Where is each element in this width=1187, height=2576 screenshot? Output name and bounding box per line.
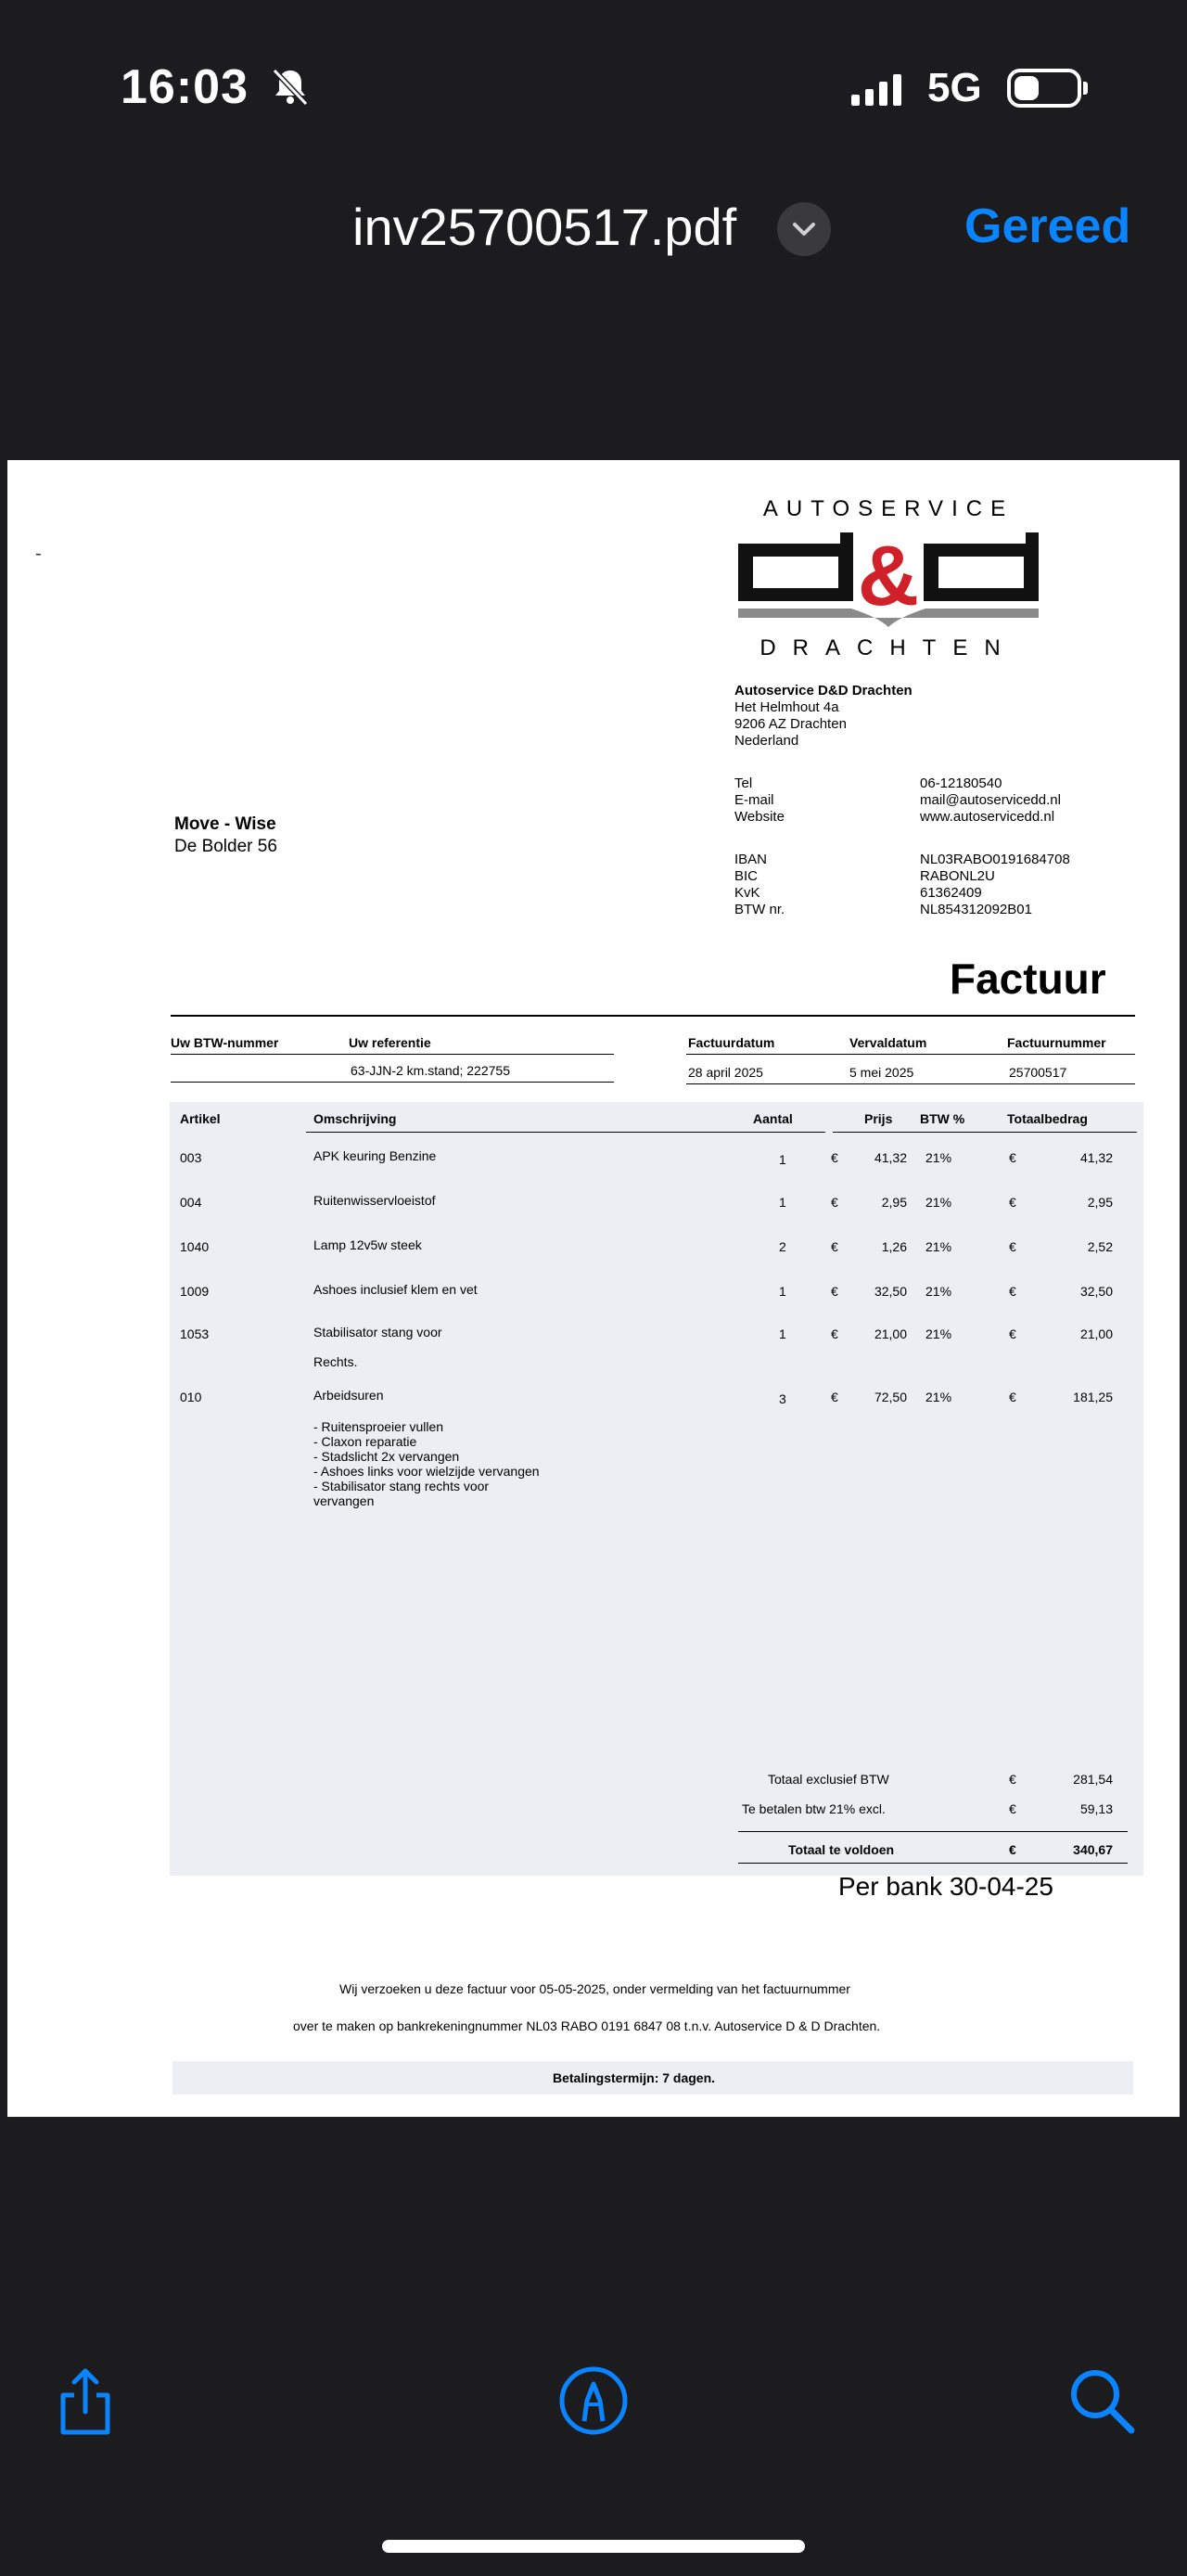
line-total: 2,95 <box>1087 1195 1113 1210</box>
line-price: 1,26 <box>881 1239 907 1254</box>
line-quantity: 1 <box>779 1284 786 1299</box>
labour-note: vervangen <box>313 1493 375 1508</box>
company-postal: 9206 AZ Drachten <box>734 716 847 732</box>
vat-total-label: Te betalen btw 21% excl. <box>742 1801 886 1816</box>
subtotal-label: Totaal exclusief BTW <box>768 1772 889 1787</box>
company-address: Het Helmhout 4a <box>734 699 839 715</box>
bank-label: BTW nr. <box>734 902 785 917</box>
line-description-continued: Rechts. <box>313 1354 358 1369</box>
bank-label: IBAN <box>734 852 768 867</box>
contact-label: Tel <box>734 775 753 791</box>
line-description: Ruitenwisservloeistof <box>313 1193 436 1208</box>
line-vat: 21% <box>925 1239 952 1254</box>
meta-header-invoice-date: Factuurdatum <box>688 1035 775 1050</box>
markup-button[interactable] <box>556 2364 631 2438</box>
company-logo <box>731 479 1046 664</box>
line-article: 1040 <box>180 1239 210 1254</box>
company-country: Nederland <box>734 733 799 749</box>
search-icon <box>1065 2364 1139 2438</box>
meta-header-due-date: Vervaldatum <box>849 1035 927 1050</box>
line-article: 010 <box>180 1390 202 1404</box>
labour-note: - Ashoes links voor wielzijde vervangen <box>313 1464 540 1479</box>
payment-terms: Betalingstermijn: 7 dagen. <box>553 2070 716 2085</box>
line-total: 21,00 <box>1079 1326 1113 1341</box>
bank-label: BIC <box>734 868 759 884</box>
line-description: Stabilisator stang voor <box>313 1325 442 1339</box>
pdf-page[interactable] <box>7 460 1180 2117</box>
line-description: Arbeidsuren <box>313 1388 384 1403</box>
meta-header-invoice-number: Factuurnummer <box>1007 1035 1106 1050</box>
labour-note: - Stadslicht 2x vervangen <box>313 1449 460 1464</box>
status-time: 16:03 <box>121 60 249 114</box>
currency-symbol: € <box>1009 1326 1016 1341</box>
battery-icon <box>1007 69 1081 108</box>
line-price: 72,50 <box>874 1390 907 1404</box>
meta-value-invoice-number: 25700517 <box>1009 1065 1067 1080</box>
column-header-quantity: Aantal <box>753 1111 793 1126</box>
grand-total-label: Totaal te voldoen <box>788 1842 895 1857</box>
contact-value: 06-12180540 <box>920 775 1002 791</box>
line-quantity: 1 <box>779 1152 786 1167</box>
labour-note: - Stabilisator stang rechts voor <box>313 1479 490 1493</box>
payment-annotation: Per bank 30-04-25 <box>838 1872 1053 1901</box>
divider <box>738 1863 1128 1864</box>
share-icon <box>48 2364 122 2438</box>
bank-value: RABONL2U <box>920 868 995 884</box>
divider <box>306 1132 825 1133</box>
divider <box>686 1083 1135 1084</box>
done-button[interactable]: Gereed <box>964 199 1131 253</box>
footer-line: over te maken op bankrekeningnummer NL03 RABO 0191 6847 08 t.n.v. Autoservice D & D Drachten. <box>293 2019 881 2033</box>
line-vat: 21% <box>925 1284 952 1299</box>
network-label: 5G <box>927 65 982 110</box>
contact-value: www.autoservicedd.nl <box>920 809 1055 825</box>
line-article: 1009 <box>180 1284 210 1299</box>
line-price: 2,95 <box>881 1195 907 1210</box>
line-article: 1053 <box>180 1326 210 1341</box>
share-button[interactable] <box>48 2364 122 2438</box>
line-article: 003 <box>180 1150 202 1165</box>
currency-symbol: € <box>1009 1801 1016 1816</box>
title-menu-button[interactable] <box>777 202 831 256</box>
line-vat: 21% <box>925 1195 952 1210</box>
currency-symbol: € <box>831 1239 838 1254</box>
bell-slash-icon <box>269 65 312 108</box>
column-header-description: Omschrijving <box>313 1111 397 1126</box>
footer-line: Wij verzoeken u deze factuur voor 05-05-2025, onder vermelding van het factuurnummer <box>339 1981 850 1996</box>
line-vat: 21% <box>925 1326 952 1341</box>
line-price: 32,50 <box>874 1284 907 1299</box>
line-quantity: 3 <box>779 1391 786 1406</box>
meta-value-invoice-date: 28 april 2025 <box>688 1065 763 1080</box>
line-vat: 21% <box>925 1390 952 1404</box>
meta-header-reference: Uw referentie <box>349 1035 431 1050</box>
column-header-price: Prijs <box>864 1111 893 1126</box>
currency-symbol: € <box>1009 1842 1016 1857</box>
currency-symbol: € <box>831 1284 838 1299</box>
currency-symbol: € <box>1009 1195 1016 1210</box>
line-description: Ashoes inclusief klem en vet <box>313 1282 478 1297</box>
cellular-signal-icon <box>851 72 901 106</box>
customer-name: Move - Wise <box>174 814 276 834</box>
line-price: 21,00 <box>874 1326 907 1341</box>
line-quantity: 1 <box>779 1326 786 1341</box>
customer-address: De Bolder 56 <box>174 837 277 856</box>
currency-symbol: € <box>1009 1390 1016 1404</box>
search-button[interactable] <box>1065 2364 1139 2438</box>
line-total: 32,50 <box>1079 1284 1113 1299</box>
line-total: 181,25 <box>1073 1390 1113 1404</box>
line-description: Lamp 12v5w steek <box>313 1237 422 1252</box>
document-title[interactable]: inv25700517.pdf <box>352 198 737 256</box>
contact-label: E-mail <box>734 792 774 808</box>
line-total: 2,52 <box>1087 1239 1113 1254</box>
subtotal-value: 281,54 <box>1073 1772 1113 1787</box>
meta-header-vat: Uw BTW-nummer <box>171 1035 279 1050</box>
company-name: Autoservice D&D Drachten <box>734 683 913 698</box>
divider <box>686 1054 1135 1055</box>
markup-pen-icon <box>556 2364 631 2438</box>
currency-symbol: € <box>831 1150 838 1165</box>
page-mark: - <box>35 544 42 564</box>
contact-label: Website <box>734 809 785 825</box>
column-header-article: Artikel <box>180 1111 221 1126</box>
currency-symbol: € <box>1009 1772 1016 1787</box>
vat-total-value: 59,13 <box>1079 1801 1113 1816</box>
chevron-down-icon <box>790 217 818 241</box>
labour-note: - Ruitensproeier vullen <box>313 1419 444 1434</box>
divider <box>738 1831 1128 1832</box>
logo-top-text: AUTOSERVICE <box>762 496 1015 521</box>
invoice-title: Factuur <box>950 955 1106 1003</box>
column-header-vat: BTW % <box>920 1111 965 1126</box>
line-vat: 21% <box>925 1150 952 1165</box>
currency-symbol: € <box>831 1326 838 1341</box>
currency-symbol: € <box>1009 1284 1016 1299</box>
line-quantity: 1 <box>779 1195 786 1210</box>
meta-value-due-date: 5 mei 2025 <box>849 1065 914 1080</box>
currency-symbol: € <box>1009 1239 1016 1254</box>
currency-symbol: € <box>831 1390 838 1404</box>
line-total: 41,32 <box>1079 1150 1113 1165</box>
line-description: APK keuring Benzine <box>313 1148 437 1163</box>
line-price: 41,32 <box>874 1150 907 1165</box>
grand-total-value: 340,67 <box>1073 1842 1113 1857</box>
divider <box>833 1132 1137 1133</box>
bank-value: NL854312092B01 <box>920 902 1032 917</box>
line-article: 004 <box>180 1195 202 1210</box>
divider <box>171 1015 1135 1017</box>
bank-value: 61362409 <box>920 885 982 901</box>
labour-note: - Claxon reparatie <box>313 1434 417 1449</box>
meta-value-reference: 63-JJN-2 km.stand; 222755 <box>351 1063 510 1078</box>
line-quantity: 2 <box>779 1239 786 1254</box>
column-header-total: Totaalbedrag <box>1007 1111 1088 1126</box>
logo-mark: & <box>857 529 920 623</box>
currency-symbol: € <box>831 1195 838 1210</box>
contact-value: mail@autoservicedd.nl <box>920 792 1061 808</box>
bank-value: NL03RABO0191684708 <box>920 852 1070 867</box>
bank-label: KvK <box>734 885 760 901</box>
divider <box>171 1054 614 1055</box>
divider <box>171 1082 614 1083</box>
logo-bottom-text: DRACHTEN <box>759 635 1017 660</box>
home-indicator[interactable] <box>382 2540 805 2553</box>
currency-symbol: € <box>1009 1150 1016 1165</box>
